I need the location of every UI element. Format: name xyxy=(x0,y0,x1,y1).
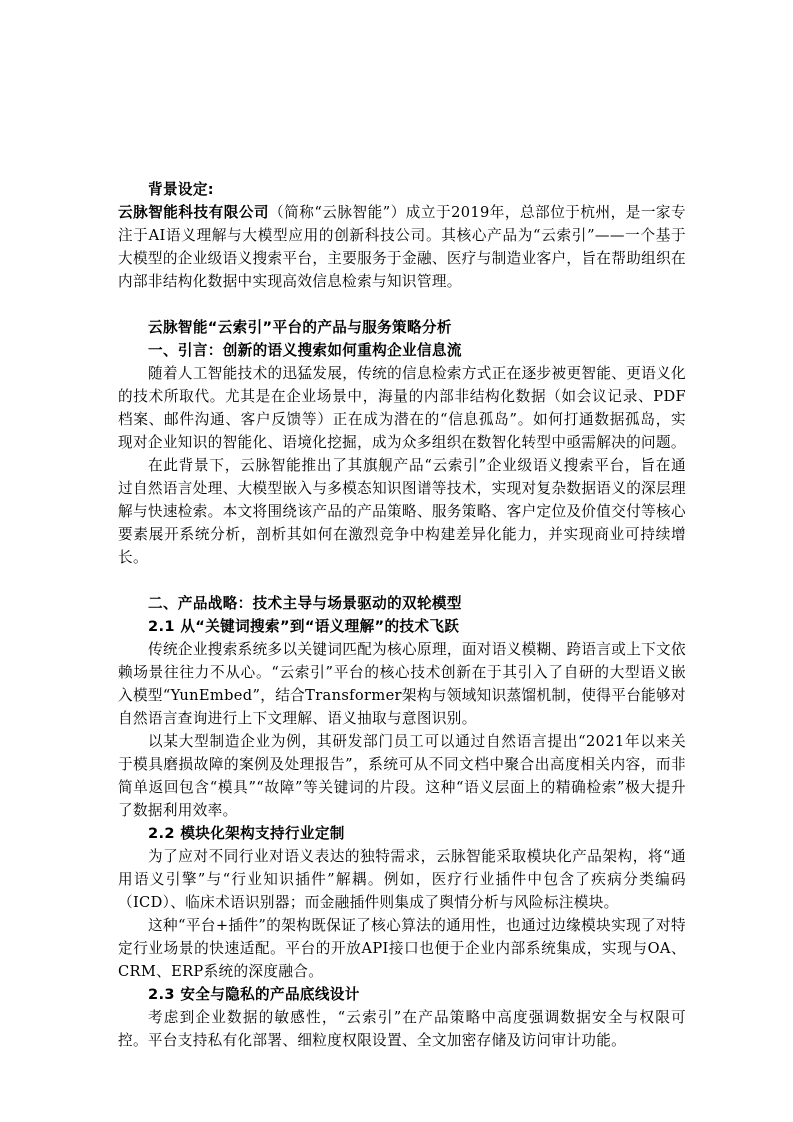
section-2-1-heading: 2.1 从“关键词搜索”到“语义理解”的技术飞跃 xyxy=(148,618,460,635)
section-1-heading: 一、引言：创新的语义搜索如何重构企业信息流 xyxy=(148,342,462,359)
spacer xyxy=(118,293,686,316)
background-heading: 背景设定: xyxy=(148,181,214,198)
company-name: 云脉智能科技有限公司 xyxy=(118,204,270,221)
section-2-3-paragraph-1: 考虑到企业数据的敏感性，“云索引”在产品策略中高度强调数据安全与权限可控。平台支持私有化部署、细粒度权限设置、全文加密存储及访问审计功能。 xyxy=(118,1009,686,1049)
spacer xyxy=(118,569,686,592)
section-2-2-paragraph-2: 这种“平台+插件”的架构既保证了核心算法的通用性，也通过边缘模块实现了对特定行业场景的快速适配。平台的开放API接口也便于企业内部系统集成，实现与OA、CRM、ERP系统的深度融合。 xyxy=(118,917,686,980)
background-paragraph xyxy=(118,201,686,293)
company-description: （简称“云脉智能”）成立于2019年，总部位于杭州，是一家专注于AI语义理解与大模型应用的创新科技公司。其核心产品为“云索引”——一个基于大模型的企业级语义搜索平台，主要服务于金融、医疗与制造业客户，旨在帮助组织在内部非结构化数据中实现高效信息检索与知识管理。 xyxy=(118,204,686,290)
section-2-3-heading: 2.3 安全与隐私的产品底线设计 xyxy=(148,986,360,1003)
section-2-2-heading: 2.2 模块化架构支持行业定制 xyxy=(148,825,345,842)
document-body xyxy=(118,178,686,1052)
section-1-paragraph-1: 随着人工智能技术的迅猛发展，传统的信息检索方式正在逐步被更智能、更语义化的技术所取代。尤其是在企业场景中，海量的内部非结构化数据（如会议记录、PDF档案、邮件沟通、客户反馈等）正在成为潜在的“信息孤岛”。如何打通数据孤岛，实现对企业知识的智能化、语境化挖掘，成为众多组织在数智化转型中亟需解决的问题。 xyxy=(118,365,686,451)
section-2-heading: 二、产品战略：技术主导与场景驱动的双轮模型 xyxy=(148,595,462,612)
section-1-paragraph-2: 在此背景下，云脉智能推出了其旗舰产品“云索引”企业级语义搜索平台，旨在通过自然语言处理、大模型嵌入与多模态知识图谱等技术，实现对复杂数据语义的深层理解与快速检索。本文将围绕该产品的产品策略、服务策略、客户定位及价值交付等核心要素展开系统分析，剖析其如何在激烈竞争中构建差异化能力，并实现商业可持续增长。 xyxy=(118,457,686,566)
section-2-2-paragraph-1: 为了应对不同行业对语义表达的独特需求，云脉智能采取模块化产品架构，将“通用语义引擎”与“行业知识插件”解耦。例如，医疗行业插件中包含了疾病分类编码（ICD）、临床术语识别器；而金融插件则集成了舆情分析与风险标注模块。 xyxy=(118,848,686,911)
section-2-1-paragraph-2: 以某大型制造企业为例，其研发部门员工可以通过自然语言提出“2021年以来关于模具磨损故障的案例及处理报告”，系统可从不同文档中聚合出高度相关内容，而非简单返回包含“模具”“故障”等关键词的片段。这种“语义层面上的精确检索”极大提升了数据利用效率。 xyxy=(118,733,686,819)
article-title: 云脉智能“云索引”平台的产品与服务策略分析 xyxy=(148,319,452,336)
section-2-1-paragraph-1: 传统企业搜索系统多以关键词匹配为核心原理，面对语义模糊、跨语言或上下文依赖场景往往力不从心。“云索引”平台的核心技术创新在于其引入了自研的大型语义嵌入模型“YunEmbed”，结合Transformer架构与领域知识蒸馏机制，使得平台能够对自然语言查询进行上下文理解、语义抽取与意图识别。 xyxy=(118,641,686,727)
